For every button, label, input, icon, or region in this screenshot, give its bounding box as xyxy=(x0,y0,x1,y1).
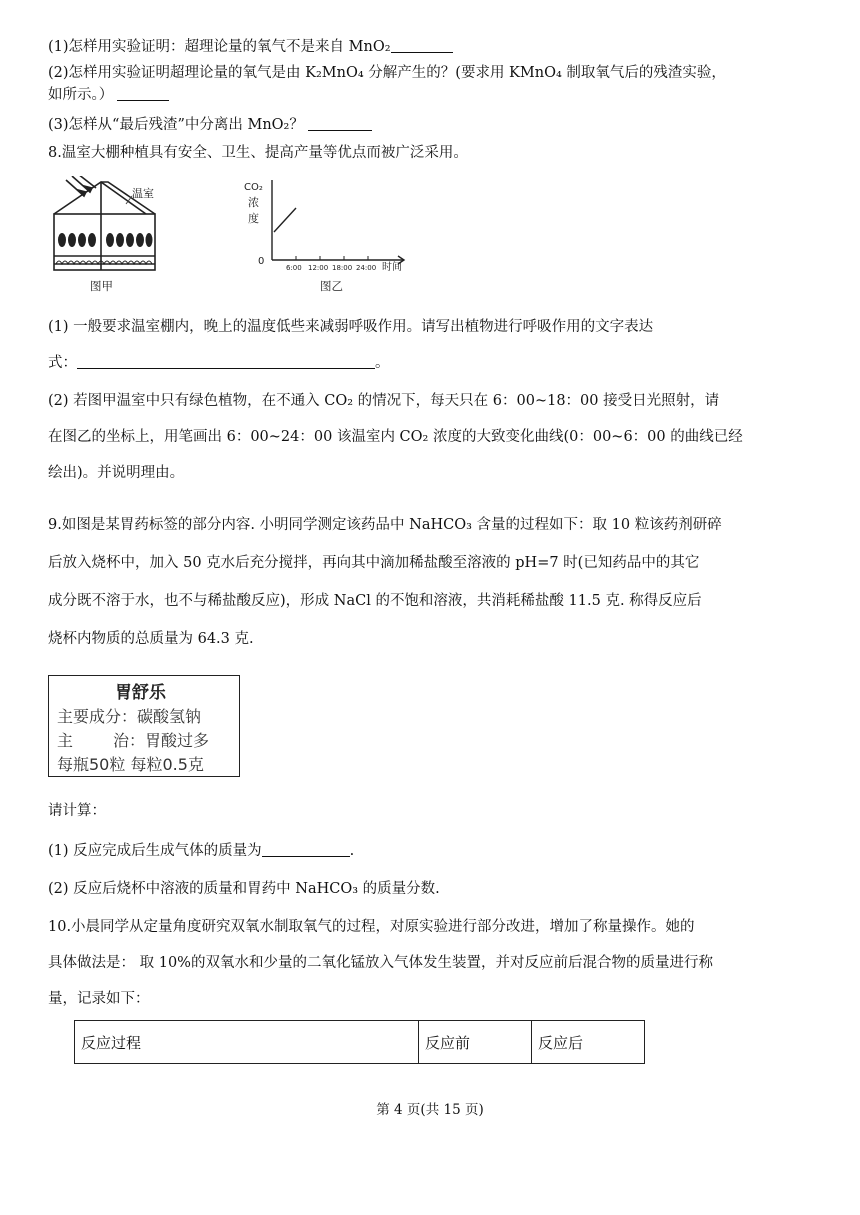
page-footer: 第 4 页(共 15 页) xyxy=(376,1102,484,1118)
q9-line3: 成分既不溶于水，也不与稀盐酸反应)，形成 NaCl 的不饱和溶液，共消耗稀盐酸 11.5 克. 称得反应后 xyxy=(48,593,702,609)
y-label-co2: CO₂ xyxy=(244,182,263,193)
medicine-dosage: 每瓶50粒 每粒0.5克 xyxy=(57,755,204,774)
q9-line1: 9.如图是某胃药标签的部分内容. 小明同学测定该药品中 NaHCO₃ 含量的过程如下：取 10 粒该药剂研碎 xyxy=(48,517,722,533)
reaction-table xyxy=(74,1020,645,1064)
tick-24: 24:00 xyxy=(356,264,377,272)
table-row xyxy=(75,1021,645,1064)
y-label-du: 度 xyxy=(248,212,259,225)
q10-line2: 具体做法是： 取 10%的双氧水和少量的二氧化锰放入气体发生装置，并对反应前后混合物的质量进行称 xyxy=(48,955,713,971)
table-header-before: 反应前 xyxy=(419,1021,532,1064)
table-header-after: 反应后 xyxy=(532,1021,645,1064)
medicine-indication-prefix: 主 xyxy=(57,731,74,750)
medicine-title: 胃舒乐 xyxy=(115,683,166,703)
q8-stem: 8.温室大棚种植具有安全、卫生、提高产量等优点而被广泛采用。 xyxy=(48,145,468,161)
co2-axes-figure xyxy=(236,172,426,298)
q10-line1: 10.小晨同学从定量角度研究双氧水制取氧气的过程，对原实验进行部分改进，增加了称量操作。她的 xyxy=(48,919,695,935)
q9-sub2: (2) 反应后烧杯中溶液的质量和胃药中 NaHCO₃ 的质量分数. xyxy=(48,881,440,897)
medicine-indication: 治：胃酸过多 xyxy=(113,731,210,750)
q9-line4: 烧杯内物质的总质量为 64.3 克. xyxy=(48,631,254,647)
q8-sub1-line1: (1) 一般要求温室棚内，晚上的温度低些来减弱呼吸作用。请写出植物进行呼吸作用的文字表达 xyxy=(48,319,654,335)
q7-sub1: (1)怎样用实验证明：超理论量的氧气不是来自 MnO₂ xyxy=(48,36,453,58)
tick-18: 18:00 xyxy=(332,264,353,272)
co2-curve-0-6 xyxy=(274,208,296,232)
q7-sub3: (3)怎样从“最后残渣”中分离出 MnO₂？ xyxy=(48,114,372,136)
y-label-nong: 浓 xyxy=(248,196,259,209)
answer-blank xyxy=(308,116,372,131)
q7-sub2-line1: (2)怎样用实验证明超理论量的氧气是由 K₂MnO₄ 分解产生的？(要求用 KMnO₄ 制取氧气后的残渣实验， xyxy=(48,65,726,81)
q8-sub2-line1: (2) 若图甲温室中只有绿色植物，在不通入 CO₂ 的情况下，每天只在 6：00~18：00 接受日光照射，请 xyxy=(48,393,720,409)
q7-sub2-line2: 如所示。） xyxy=(48,84,169,106)
medicine-label xyxy=(48,675,240,777)
figure-b-caption: 图乙 xyxy=(320,279,343,293)
x-label-time: 时间 xyxy=(382,262,402,273)
origin-label: 0 xyxy=(258,256,265,267)
q8-sub1-line2: 式： 。 xyxy=(48,355,390,371)
tick-12: 12:00 xyxy=(308,264,329,272)
q9-calc: 请计算： xyxy=(48,803,106,819)
table-header-process: 反应过程 xyxy=(75,1021,419,1064)
q10-line3: 量，记录如下： xyxy=(48,991,150,1007)
figure-a-caption: 图甲 xyxy=(90,279,113,293)
tick-6: 6:00 xyxy=(286,264,302,272)
medicine-ingredient: 主要成分：碳酸氢钠 xyxy=(57,707,202,726)
q9-line2: 后放入烧杯中，加入 50 克水后充分搅拌，再向其中滴加稀盐酸至溶液的 pH=7 时(已知药品中的其它 xyxy=(48,555,700,571)
greenhouse-label: 温室 xyxy=(132,187,154,200)
q9-sub1: (1) 反应完成后生成气体的质量为 . xyxy=(48,843,355,859)
answer-blank xyxy=(117,86,169,101)
q8-sub2-line3: 绘出)。并说明理由。 xyxy=(48,465,185,481)
answer-blank xyxy=(77,354,375,369)
q8-sub2-line2: 在图乙的坐标上，用笔画出 6：00~24：00 该温室内 CO₂ 浓度的大致变化曲线(0：00~6：00 的曲线已经 xyxy=(48,429,743,445)
greenhouse-figure xyxy=(48,176,188,296)
answer-blank xyxy=(262,842,350,857)
answer-blank xyxy=(391,38,453,53)
